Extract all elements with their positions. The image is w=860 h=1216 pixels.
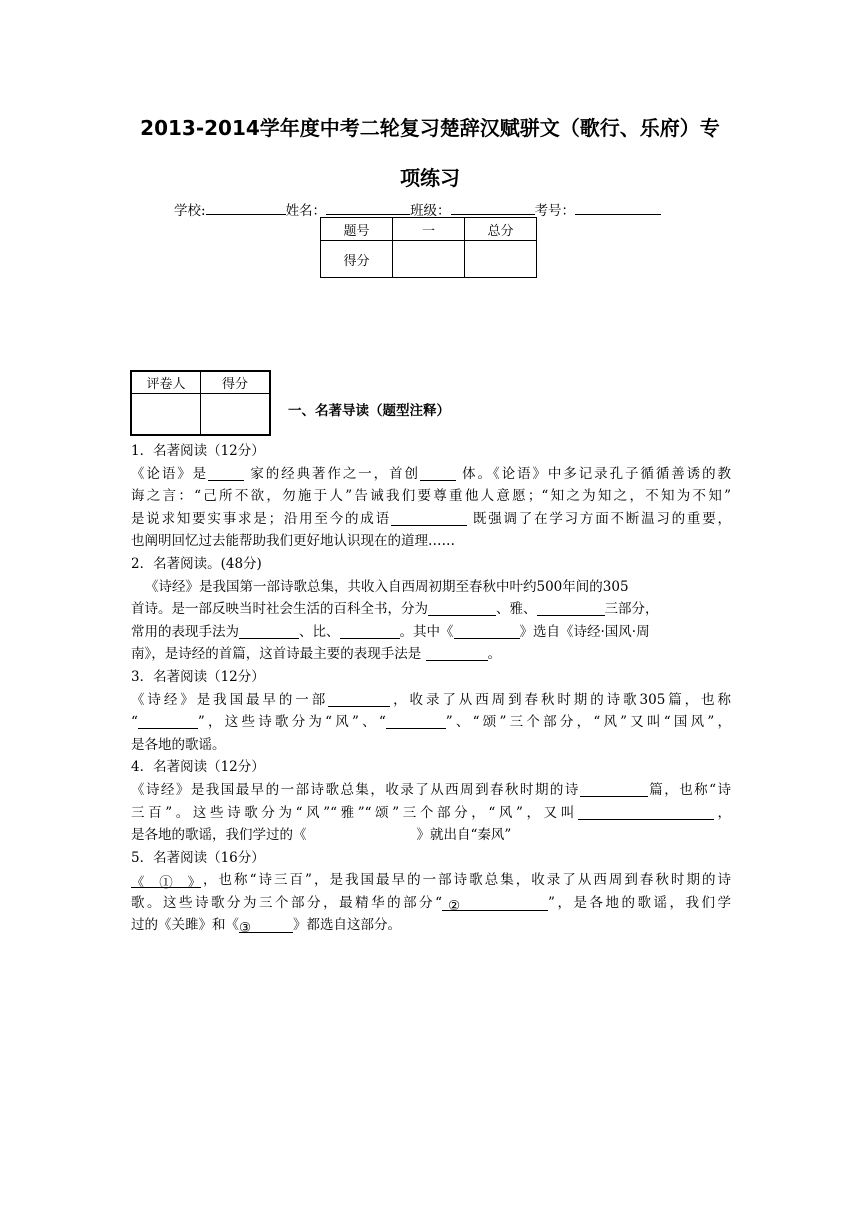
school-label: 学校:: [174, 203, 206, 219]
doc-title-line-2: 项练习: [400, 166, 460, 190]
grader-score-header: 得分: [201, 371, 271, 394]
q5-blank-2[interactable]: ②: [442, 895, 548, 911]
q2-line-1: 《诗经》是我国第一部诗歌总集，共收入自西周初期至春秋中叶约500年间的305: [145, 578, 629, 595]
q5-blank-3[interactable]: ③: [239, 917, 293, 933]
q3-line-3: 是各地的歌谣。: [131, 736, 226, 753]
score-table: [320, 217, 537, 278]
q2-line-4: 南》，是诗经的首篇，这首诗最主要的表现手法是 。: [131, 646, 502, 663]
q1-line-1: 《论语》是 家的经典著作之一，首创 体。《论语》中多记录孔子循循善诱的教: [131, 465, 732, 482]
class-blank[interactable]: [451, 200, 535, 215]
section-title: 一、名著导读（题型注释）: [288, 403, 450, 419]
grader-score-cell[interactable]: [201, 394, 271, 436]
q2-line-2: 首诗。是一部反映当时社会生活的百科全书，分为 、雅、 三部分，: [131, 601, 659, 618]
name-label: 姓名：: [285, 203, 327, 219]
grader-cell[interactable]: [131, 394, 201, 436]
q4-blank-2[interactable]: [578, 804, 714, 820]
score-row-label: 得分: [321, 241, 393, 278]
q5-line-2: 歌。这些诗歌分为三个部分，最精华的部分“ ② ”，是各地的歌谣，我们学: [131, 894, 732, 914]
q4-line-2: 三百”。这些诗歌分为“风”“雅”“颂”三个部分，“风”，又叫 ，: [131, 804, 731, 821]
q1-line-2: 诲之言：“己所不欲，勿施于人”告诫我们要尊重他人意愿；“知之为知之，不知为不知”: [131, 488, 731, 505]
q5-heading: 5．名著阅读（16分）: [131, 849, 265, 866]
q2-blank-6[interactable]: [426, 645, 488, 661]
score-header-question: 题号: [321, 218, 393, 241]
student-info-line: [174, 199, 661, 219]
q2-blank-1[interactable]: [428, 600, 496, 616]
q2-blank-5[interactable]: [454, 623, 520, 639]
q3-line-1: 《诗经》是我国最早的一部 ，收录了从西周到春秋时期的诗歌305篇，也称: [131, 691, 731, 708]
q5-blank-1[interactable]: 《 ① 》: [131, 872, 201, 888]
q4-line-3: 是各地的歌谣，我们学过的《 》就出自“秦风”: [131, 827, 512, 844]
q1-blank-2[interactable]: [420, 465, 456, 481]
q2-blank-4[interactable]: [340, 623, 400, 639]
q5-line-1: 《 ① 》，也称“诗三百”，是我国最早的一部诗歌总集，收录了从西周到春秋时期的诗: [131, 872, 731, 892]
q3-blank-2[interactable]: [138, 713, 198, 729]
score-header-total: 总分: [465, 218, 537, 241]
questions: [131, 440, 731, 937]
grader-table: [130, 370, 271, 436]
score-cell-part-one[interactable]: [393, 241, 465, 278]
q3-blank-1[interactable]: [328, 691, 390, 707]
q2-line-3: 常用的表现手法为 、比、 。其中《 》选自《诗经·国风·周: [131, 623, 650, 640]
q3-line-2: “ ”，这些诗歌分为“风”、“ ”、“颂”三个部分，“风”又叫“国风”，: [131, 714, 732, 731]
class-label: 班级：: [410, 203, 451, 219]
q4-heading: 4．名著阅读（12分）: [131, 759, 265, 776]
q1-heading: 1．名著阅读（12分）: [131, 443, 265, 459]
name-blank[interactable]: [326, 200, 410, 215]
school-blank[interactable]: [206, 200, 286, 215]
grader-header: 评卷人: [131, 371, 201, 394]
q2-blank-2[interactable]: [537, 600, 605, 616]
q1-blank-3[interactable]: [391, 510, 467, 526]
q5-line-3: 过的《关雎》和《③ 》都选自这部分。: [131, 917, 401, 937]
q1-line-3: 是说求知要实事求是；沿用至今的成语 既强调了在学习方面不断温习的重要，: [131, 510, 732, 527]
q2-heading: 2．名著阅读。(48分): [131, 555, 262, 572]
exam-no-label: 考号：: [534, 203, 576, 219]
exam-no-blank[interactable]: [575, 200, 661, 215]
doc-title-line-1: 2013-2014学年度中考二轮复习楚辞汉赋骈文（歌行、乐府）专: [140, 116, 720, 140]
q1-blank-1[interactable]: [208, 465, 244, 481]
q3-heading: 3．名著阅读（12分）: [131, 668, 265, 685]
q3-blank-3[interactable]: [386, 713, 446, 729]
q4-blank-1[interactable]: [580, 781, 648, 797]
q4-line-1: 《诗经》是我国最早的一部诗歌总集，收录了从西周到春秋时期的诗 篇，也称“诗: [131, 781, 731, 798]
q1-line-4: 也阐明回忆过去能帮助我们更好地认识现在的道理……: [131, 533, 455, 550]
score-header-part-one: 一: [393, 218, 465, 241]
q2-blank-3[interactable]: [239, 623, 299, 639]
score-cell-total[interactable]: [465, 241, 537, 278]
